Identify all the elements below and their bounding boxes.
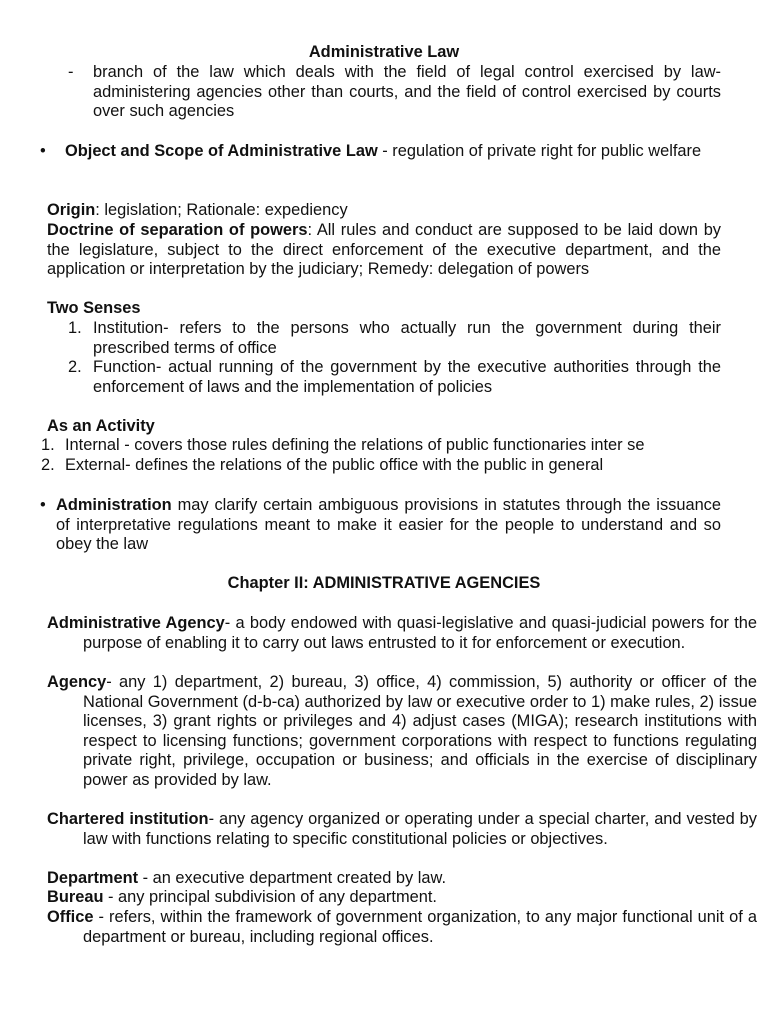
origin-text: : legislation; Rationale: expediency [95,201,348,219]
origin-line [47,201,721,221]
object-scope-term: Object and Scope of Administrative Law [65,142,378,160]
list-number: 1. [68,319,82,337]
definition-desc: - any 1) department, 2) bureau, 3) office, 4) commission, 5) authority or officer of the National Government (d-b-ca) authorized by law or executive order to 1) make rules, 2) issue licenses, 3) grant rights or privileges and 4) adjust cases (MIGA); research institutions with respect to licensing functions; government corporations with respect to functions regulating private right, privilege, occupation or business; and officials in the exercise of disciplinary power as provided by law. [83,673,757,789]
document-title [47,43,721,63]
definition-desc: - an executive department created by law. [138,869,447,887]
bullet-icon: • [40,142,46,160]
definition-dash: - [68,63,74,81]
definition-desc: - a body endowed with quasi-legislative and quasi-judicial powers for the purpose of enabling it to carry out laws entrusted to it for enforcement or execution. [83,614,758,652]
activity-item-1 [41,436,721,456]
definition-term: Agency [47,673,107,691]
definition-desc: - any agency organized or operating under a special charter, and vested by law with functions relating to specific constitutional policies or objectives. [83,810,757,848]
doctrine-text: : All rules and conduct are supposed to be laid down by the legislature, subject to the direct enforcement of the executive department, and the application or interpretation by the judiciary; Remedy: delegation of powers [47,221,722,279]
list-item-text: External- defines the relations of the public office with the public in general [65,456,604,474]
definition-office [47,908,757,947]
document-title-text: Administrative Law [308,43,460,61]
two-senses-heading-text: Two Senses [47,299,141,317]
list-number: 1. [41,436,55,454]
object-scope-item [40,142,721,162]
two-senses-heading [47,299,721,319]
doctrine-term: Doctrine of separation of powers [47,221,308,239]
bullet-icon: • [40,496,46,514]
definition-text: branch of the law which deals with the field of legal control exercised by law-administering agencies other than courts, and the field of control exercised by courts over such agencies [93,63,721,121]
activity-item-2 [41,456,721,476]
doctrine-paragraph [47,221,721,280]
list-item-text: Function- actual running of the government by the executive authorities through the enforcement of laws and the implementation of policies [93,358,721,396]
definition-desc: - refers, within the framework of government organization, to any major functional unit of a department or bureau, including regional offices. [83,908,757,946]
object-scope-text [65,142,721,162]
definition-chartered-institution [47,810,757,849]
definition-term: Office [47,908,94,926]
list-number: 2. [68,358,82,376]
two-senses-item-2 [68,358,721,397]
definition-agency [47,673,757,791]
definition-term: Department [47,869,139,887]
two-senses-item-1 [68,319,721,358]
definition-term: Chartered institution [47,810,209,828]
activity-heading [47,417,721,437]
list-number: 2. [41,456,55,474]
definition-item [68,63,721,122]
definition-department [47,869,757,889]
administration-desc: may clarify certain ambiguous provisions in statutes through the issuance of interpretative regulations meant to make it easier for the people to understand and so obey the law [56,496,721,554]
definition-bureau [47,888,757,908]
definition-term: Administrative Agency [47,614,225,632]
definition-desc: - any principal subdivision of any department. [103,888,437,906]
list-item-text: Internal - covers those rules defining the relations of public functionaries inter se [65,436,645,454]
administration-item [40,496,721,555]
administration-text [56,496,721,555]
list-item-text: Institution- refers to the persons who actually run the government during their prescribed terms of office [93,319,721,357]
origin-term: Origin [47,201,96,219]
activity-heading-text: As an Activity [47,417,155,435]
definition-term: Bureau [47,888,104,906]
definition-administrative-agency [47,614,757,653]
administration-term: Administration [56,496,172,514]
chapter-title-text: Chapter II: ADMINISTRATIVE AGENCIES [227,574,541,592]
chapter-title [47,574,721,594]
object-scope-desc: - regulation of private right for public welfare [377,142,702,160]
